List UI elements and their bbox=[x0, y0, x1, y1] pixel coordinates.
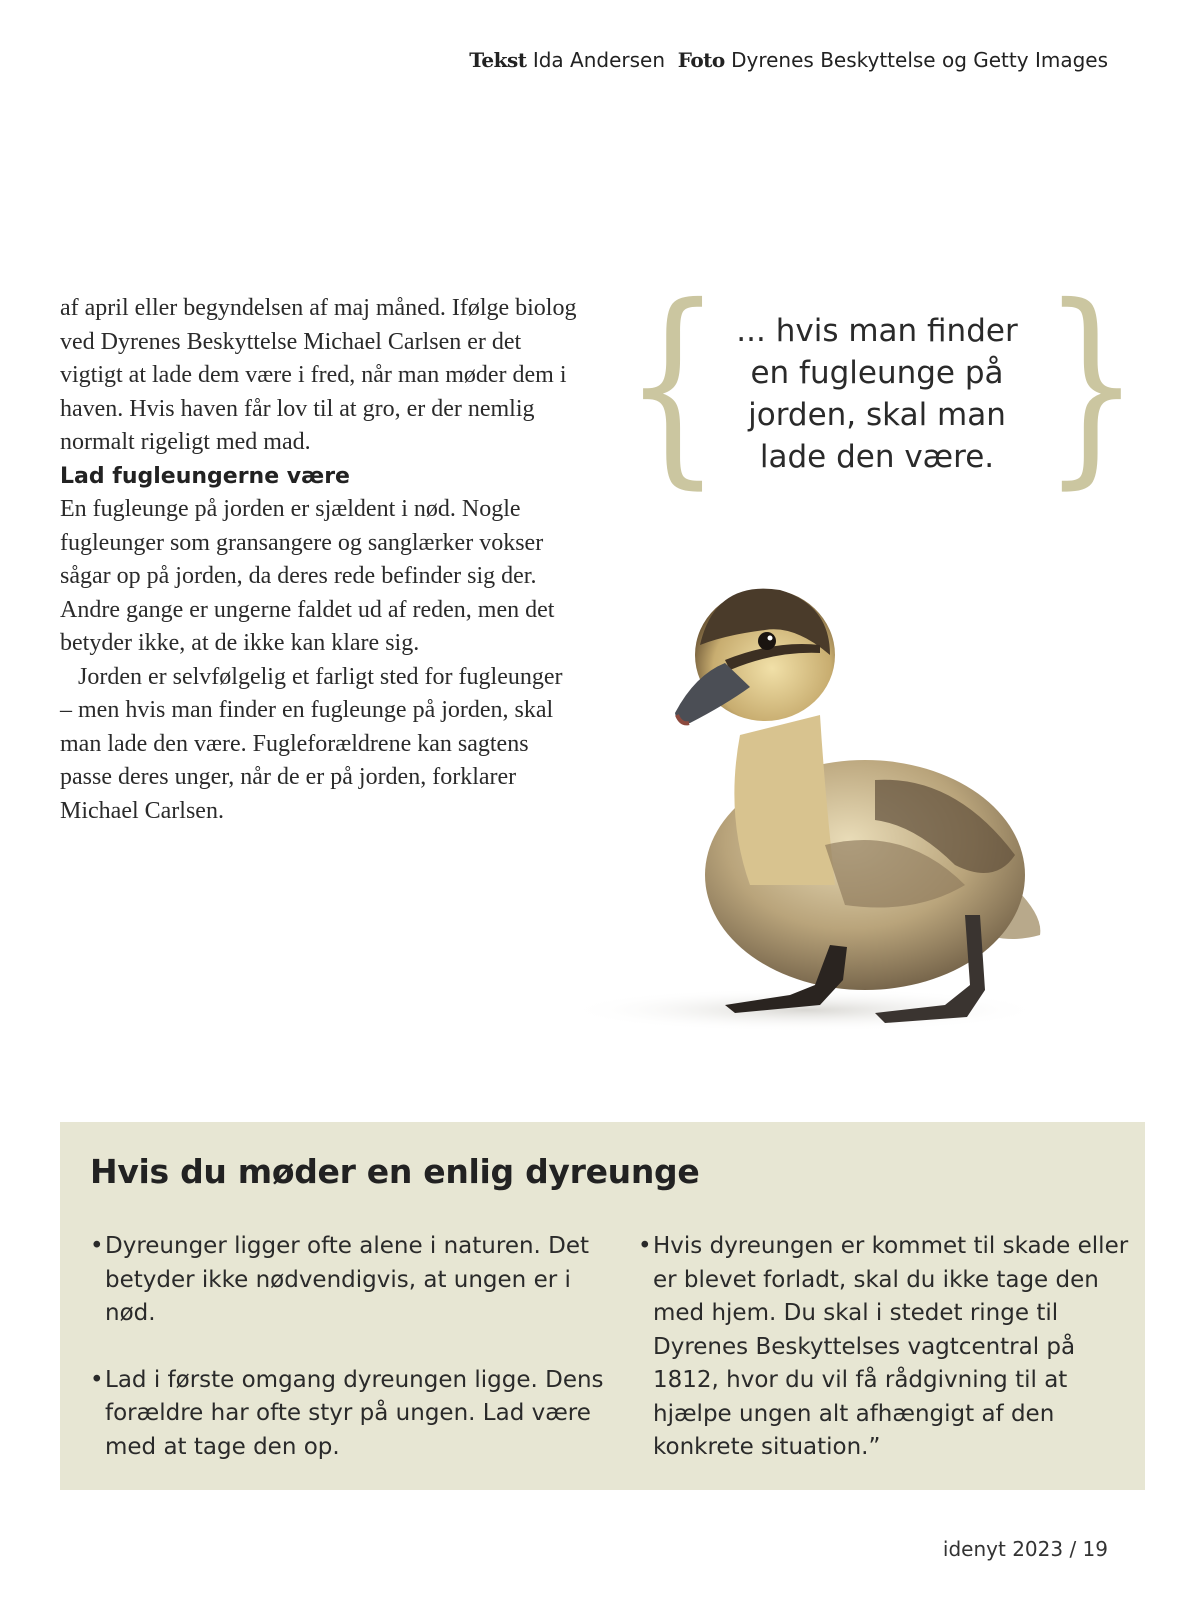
article-subheading: Lad fugleungerne være bbox=[60, 463, 350, 489]
bullet-item: • Hvis dyreungen er kommet til skade eller er blevet forladt, skal du ikke tage den med hjem. Du skal i stedet ringe til Dyrenes Beskyttelses vagtcentral på 1812, hvor du vil få rådgivning til at hjælpe ungen alt afhængigt af den konkrete situation.” bbox=[638, 1230, 1133, 1465]
pull-quote-text: ... hvis man finder en fugleunge på jorden, skal man lade den være. bbox=[736, 313, 1018, 475]
pull-quote bbox=[624, 260, 1140, 507]
text-credit-label: Tekst bbox=[469, 48, 527, 72]
photo-credit-name: Dyrenes Beskyttelse og Getty Images bbox=[731, 48, 1108, 72]
info-column-left bbox=[90, 1230, 610, 1497]
page-footer: idenyt 2023 / 19 bbox=[942, 1537, 1108, 1561]
duckling-photo bbox=[575, 585, 1075, 1055]
photo-credit-label: Foto bbox=[677, 48, 725, 72]
photo-credits bbox=[469, 48, 1108, 72]
close-brace: } bbox=[1042, 260, 1140, 507]
bullet-item: • Dyreunger ligger ofte alene i naturen. Det betyder ikke nødvendigvis, at ungen er i nød. bbox=[90, 1230, 610, 1331]
info-box bbox=[60, 1122, 1145, 1490]
article-paragraph: Jorden er selvfølgelig et farligt sted for fugleunger – men hvis man finder en fugleunge på jorden, skal man lade den være. Fugleforældrene kan sagtens passe deres unger, når de er på jorden, forklarer Michael Carlsen. bbox=[60, 663, 563, 824]
text-credit-name: Ida Andersen bbox=[532, 48, 665, 72]
info-column-right bbox=[638, 1230, 1133, 1498]
article-body bbox=[60, 292, 580, 828]
article-paragraph: af april eller begyndelsen af maj måned. Ifølge biolog ved Dyrenes Beskyttelse Michael Carlsen er det vigtigt at lade dem være i fred, når man møder dem i haven. Hvis haven får lov til at gro, er der nemlig normalt rigeligt med mad. bbox=[60, 295, 577, 455]
duckling-illustration bbox=[575, 585, 1075, 1055]
bullet-item: • Lad i første omgang dyreungen ligge. Dens forældre har ofte styr på ungen. Lad være med at tage den op. bbox=[90, 1364, 610, 1465]
open-brace: { bbox=[624, 260, 722, 507]
article-paragraph: En fugleunge på jorden er sjældent i nød. Nogle fugleunger som gransangere og sanglærker vokser sågar op på jorden, da deres rede befinder sig der. Andre gange er ungerne faldet ud af reden, men det betyder ikke, at de ikke kan klare sig. bbox=[60, 496, 555, 656]
info-box-title: Hvis du møder en enlig dyreunge bbox=[90, 1152, 700, 1191]
